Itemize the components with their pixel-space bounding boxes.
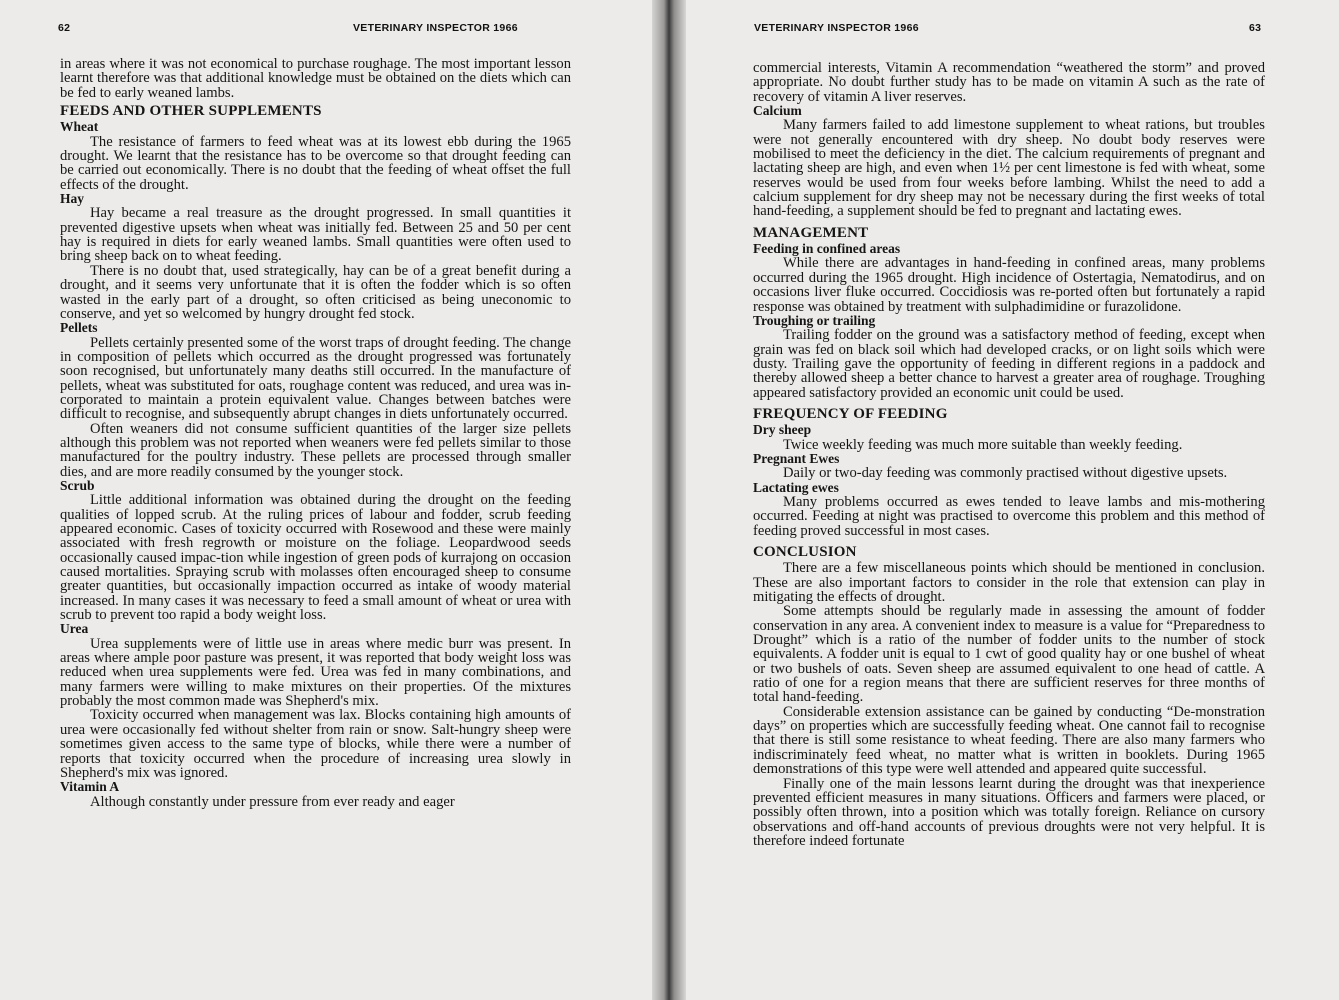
running-head: VETERINARY INSPECTOR 1966 bbox=[754, 22, 919, 34]
section-heading: FREQUENCY OF FEEDING bbox=[753, 405, 948, 422]
subheading: Pregnant Ewes bbox=[753, 450, 840, 466]
subheading: Vitamin A bbox=[60, 779, 120, 795]
page-number: 62 bbox=[58, 22, 71, 34]
subheading: Feeding in confined areas bbox=[753, 241, 901, 257]
paragraph: Trailing fodder on the ground was a satisfactory method of feeding, except when grain was fed on black soil which had developed cracks, or on light soils which were dusty. Trailing gave the opportunity of feeding in different regions in a paddock and thereby allowed sheep a better chance to harvest a greater area of roughage. Troughing appeared satisfactory provided an economic unit could be used. bbox=[753, 327, 1265, 401]
paragraph: There are a few miscellaneous points which should be mentioned in conclusion. These are also important factors to consider in the role that extension can play in mitigating the effects of drought. bbox=[753, 560, 1265, 606]
paragraph: While there are advantages in hand-feeding in confined areas, many problems occurred during the 1965 drought. High incidence of Ostertagia, Nematodirus, and on occasions liver fluke occurred. Coccidiosis was re-ported often but fortunately a rapid response was obtained by treatment with sulphadimidine or furazolidone. bbox=[753, 255, 1265, 315]
paragraph: Hay became a real treasure as the drought progressed. In small quantities it prevented digestive upsets when wheat was initially fed. Between 25 and 50 per cent hay is required in diets for early weaned lambs. Small quantities were often used to bring sheep back on to wheat feeding. bbox=[60, 205, 571, 265]
paragraph: Considerable extension assistance can be gained by conducting “De-monstration days” on properties which are successfully feeding wheat. One cannot fail to recognise that there is still some resistance to wheat feeding. There are also many farmers who indiscriminately feed wheat, no matter what is written in booklets. During 1965 demonstrations of this type were well attended and appeared quite successful. bbox=[753, 703, 1265, 778]
left-page bbox=[0, 0, 662, 1000]
paragraph: Little additional information was obtained during the drought on the feeding qualities of lopped scrub. At the ruling prices of labour and fodder, scrub feeding appeared economic. Cases of toxicity occurred with Rosewood and these were mainly associated with fresh regrowth or moisture on the foliage. Leopardwood seeds occasionally caused impac-tion while ingestion of green pods of kurrajong on occasion caused mortalities. Spraying scrub with molasses often encouraged sheep to consume greater quantities, but occasionally impaction occurred as intake of woody material increased. In many cases it was necessary to feed a small amount of wheat or urea with scrub to prevent too rapid a body weight loss. bbox=[60, 492, 571, 624]
section-heading: CONCLUSION bbox=[753, 544, 857, 560]
paragraph: Some attempts should be regularly made in assessing the amount of fodder conservation in any area. A convenient index to measure is a value for “Preparedness to Drought” which is a ratio of the number of fodder units to the number of stock equivalents. A fodder unit is equal to 1 cwt of good quality hay or one bushel of wheat or two bushels of oats. Seven sheep are assumed equivalent to one head of cattle. A ratio of one for a region means that there are sufficient reserves for three months of total hand-feeding. bbox=[753, 603, 1265, 706]
section-heading: MANAGEMENT bbox=[753, 224, 869, 241]
paragraph: There is no doubt that, used strategically, hay can be of a great benefit during a drought, and it seems very unfortunate that it is often the fodder which is so often wasted in the early part of a drought, so often criticised as being uneconomic to conserve, and yet so welcomed by hungry drought fed stock. bbox=[60, 262, 571, 322]
subheading: Urea bbox=[60, 621, 89, 637]
paragraph: Finally one of the main lessons learnt during the drought was that inexperience prevented efficient measures in many situations. Officers and farmers were placed, or possibly often thrown, into a position which was totally foreign. Reliance on cursory observations and off-hand accounts of previous droughts were not very helpful. It is therefore indeed fortunate bbox=[753, 775, 1265, 849]
page-number: 63 bbox=[1249, 22, 1262, 34]
paragraph: The resistance of farmers to feed wheat was at its lowest ebb during the 1965 drought. We learnt that the resistance has to be overcome so that drought feeding can be carried out economically. There is no doubt that the feeding of wheat offset the full effects of the drought. bbox=[60, 133, 571, 193]
paragraph: Toxicity occurred when management was lax. Blocks containing high amounts of urea were occasionally fed without shelter from rain or snow. Salt-hungry sheep were sometimes given access to the same type of blocks, while there were a number of reports that toxicity occurred when the procedure of increasing urea slowly in Shepherd's mix was ignored. bbox=[60, 707, 571, 781]
subheading: Scrub bbox=[60, 477, 95, 493]
paragraph: Twice weekly feeding was much more suitable than weekly feeding. bbox=[783, 436, 1183, 453]
subheading: Pellets bbox=[60, 320, 98, 336]
subheading: Wheat bbox=[60, 119, 99, 135]
paragraph: commercial interests, Vitamin A recommendation “weathered the storm” and proved appropriate. No doubt further study has to be made on vitamin A such as the rate of recovery of vitamin A liver reserves. bbox=[753, 60, 1265, 105]
subheading: Calcium bbox=[753, 103, 802, 119]
paragraph: in areas where it was not economical to purchase roughage. The most important lesson learnt therefore was that additional knowledge must be obtained on the diets which can be fed to early weaned lambs. bbox=[60, 56, 571, 101]
section-heading: FEEDS AND OTHER SUPPLEMENTS bbox=[60, 103, 322, 120]
book-gutter bbox=[652, 0, 686, 1000]
paragraph: Daily or two-day feeding was commonly practised without digestive upsets. bbox=[783, 465, 1228, 482]
subheading: Dry sheep bbox=[753, 422, 812, 438]
running-head: VETERINARY INSPECTOR 1966 bbox=[353, 22, 518, 34]
right-page bbox=[676, 0, 1339, 1000]
paragraph: Often weaners did not consume sufficient quantities of the larger size pellets although this problem was not reported when weaners were fed pellets similar to those manufactured for the poultry industry. These pellets are processed through smaller dies, and are more readily consumed by the younger stock. bbox=[60, 420, 571, 480]
subheading: Troughing or trailing bbox=[753, 312, 876, 328]
subheading: Lactating ewes bbox=[753, 479, 839, 495]
subheading: Hay bbox=[60, 191, 85, 207]
paragraph: Many farmers failed to add limestone supplement to wheat rations, but troubles were not generally encountered with dry sheep. No doubt body reserves were mobilised to meet the deficiency in the diet. The calcium requirements of pregnant and lactating sheep are high, and even when 1½ per cent limestone is fed with wheat, some reserves would be used from four weeks before lambing. Whilst the need to add a calcium supplement for dry sheep may not be necessary during the first weeks of total hand-feeding, a supplement should be fed to pregnant and lactating ewes. bbox=[753, 117, 1265, 220]
left-body-text bbox=[60, 57, 571, 809]
paragraph: Urea supplements were of little use in areas where medic burr was present. In areas where ample poor pasture was present, it was reported that body weight loss was reduced when urea supplements were fed. Urea was fed in many combinations, and many farmers were willing to make mixtures on their properties. Of the mixtures probably the most common made was Shepherd's mix. bbox=[60, 635, 571, 710]
paragraph: Pellets certainly presented some of the worst traps of drought feeding. The change in composition of pellets which occurred as the drought progressed was fortunately soon recognised, but unfortunately many deaths still occurred. In the manufacture of pellets, wheat was substituted for oats, roughage content was reduced, and urea was in-corporated to maintain a protein equivalent value. Changes between batches were difficult to recognise, and subsequently abrupt changes in diets unfortunately occurred. bbox=[60, 334, 571, 423]
right-body-text bbox=[753, 61, 1265, 848]
paragraph: Although constantly under pressure from ever ready and eager bbox=[90, 793, 455, 810]
paragraph: Many problems occurred as ewes tended to leave lambs and mis-mothering occurred. Feeding at night was practised to overcome this problem and this method of feeding proved successful in most cases. bbox=[753, 493, 1265, 539]
